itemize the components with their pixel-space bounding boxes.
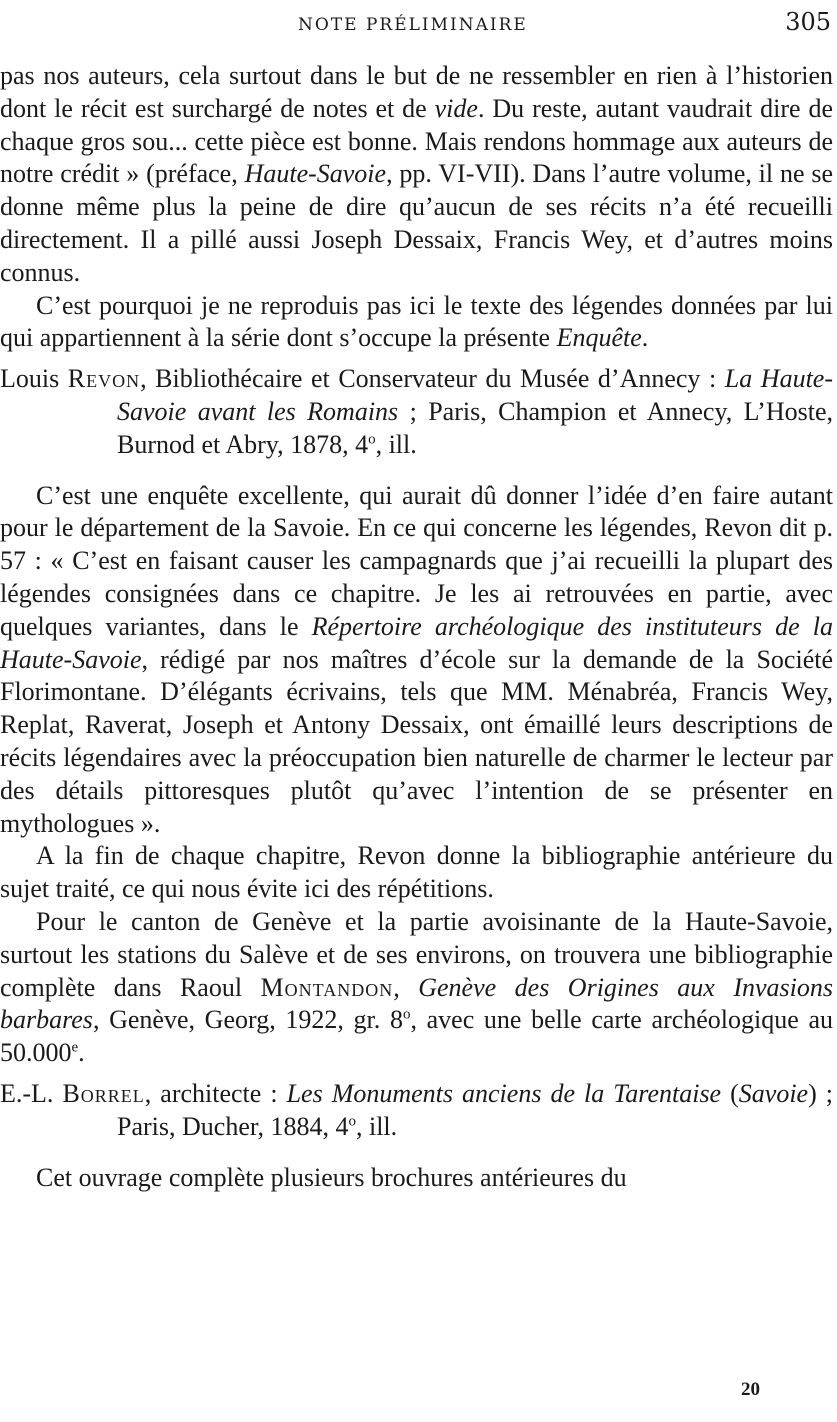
bibliography-entry-revon: Louis Revon, Bibliothécaire et Conservateur du Musée d’Annecy : La Haute-Savoie avant les Romains ; Paris, Champion et Annecy, L’Hoste, Burnod et Abry, 1878, 4$^o$, ill. — [0, 364, 833, 459]
author-name: Montandon — [260, 972, 394, 1002]
page-body — [0, 60, 833, 1194]
paragraph-reproduction-note: C’est pourquoi je ne reproduis pas ici le texte des légendes données par lui qui appartiennent à la série dont s’occupe la présente Enquête. — [0, 290, 833, 353]
signature-mark: 20 — [741, 1379, 760, 1400]
author-name: Borrel — [62, 1078, 145, 1108]
book-title: La Haute-Savoie avant les Romains — [117, 364, 833, 426]
book-title: Genève des Origines aux Invasions barbares — [0, 972, 833, 1035]
page-number: 305 — [785, 8, 831, 36]
book-title: Les Monuments anciens de la Tarentaise — [286, 1078, 722, 1108]
paragraph-continuation: pas nos auteurs, cela surtout dans le but de ne ressembler en rien à l’historien dont le récit est surchargé de notes et de vide. Du reste, autant vaudrait dire de chaque gros sou... cette pièce est bonne. Mais rendons hommage aux auteurs de notre crédit » (préface, Haute-Savoie, pp. VI-VII). Dans l’autre volume, il ne se donne même plus la peine de dire qu’aucun de ses récits n’a été recueilli directement. Il a pillé aussi Joseph Dessaix, Francis Wey, et d’autres moins connus. — [0, 61, 833, 287]
page-header — [0, 8, 837, 42]
paragraph-final: Cet ouvrage complète plusieurs brochures antérieures du — [36, 1162, 627, 1192]
bibliography-entry-borrel: E.-L. Borrel, architecte : Les Monuments anciens de la Tarentaise (Savoie) ; Paris, Ducher, 1884, 4$^o$, ill. — [0, 1078, 833, 1141]
paragraph-geneve: Pour le canton de Genève et la partie avoisinante de la Haute-Savoie, surtout les stations du Salève et de ses environs, on trouvera une bibliographie complète dans Raoul Montandon, Genève des Origines aux Invasions barbares, Genève, Georg, 1922, gr. 8$^o$, avec une belle carte archéologique au 50.000e. — [0, 906, 834, 1068]
paragraph-bibliography-note: A la fin de chaque chapitre, Revon donne la bibliographie antérieure du sujet traité, ce qui nous évite ici des répétitions. — [0, 841, 833, 904]
paragraph-revon-quote: C’est une enquête excellente, qui aurait dû donner l’idée d’en faire autant pour le département de la Savoie. En ce qui concerne les légendes, Revon dit p. 57 : « C’est en faisant causer les campagnards que j’ai recueilli la plupart des légendes consignées dans ce chapitre. Je les ai retrouvées en partie, avec quelques variantes, dans le Répertoire archéologique des instituteurs de la Haute-Savoie, rédigé par nos maîtres d’école sur la demande de la Société Florimontane. D’élégants écrivains, tels que MM. Ménabréa, Francis Wey, Replat, Raverat, Joseph et Antony Dessaix, ont émaillé leurs descriptions de récits légendaires avec la préoccupation bien naturelle de charmer le lecteur par des détails pittoresques plutôt qu’avec l’intention de se présenter en mythologues ». — [0, 480, 833, 838]
running-head: NOTE PRÉLIMINAIRE — [298, 15, 528, 35]
author-name: Revon — [67, 364, 141, 394]
